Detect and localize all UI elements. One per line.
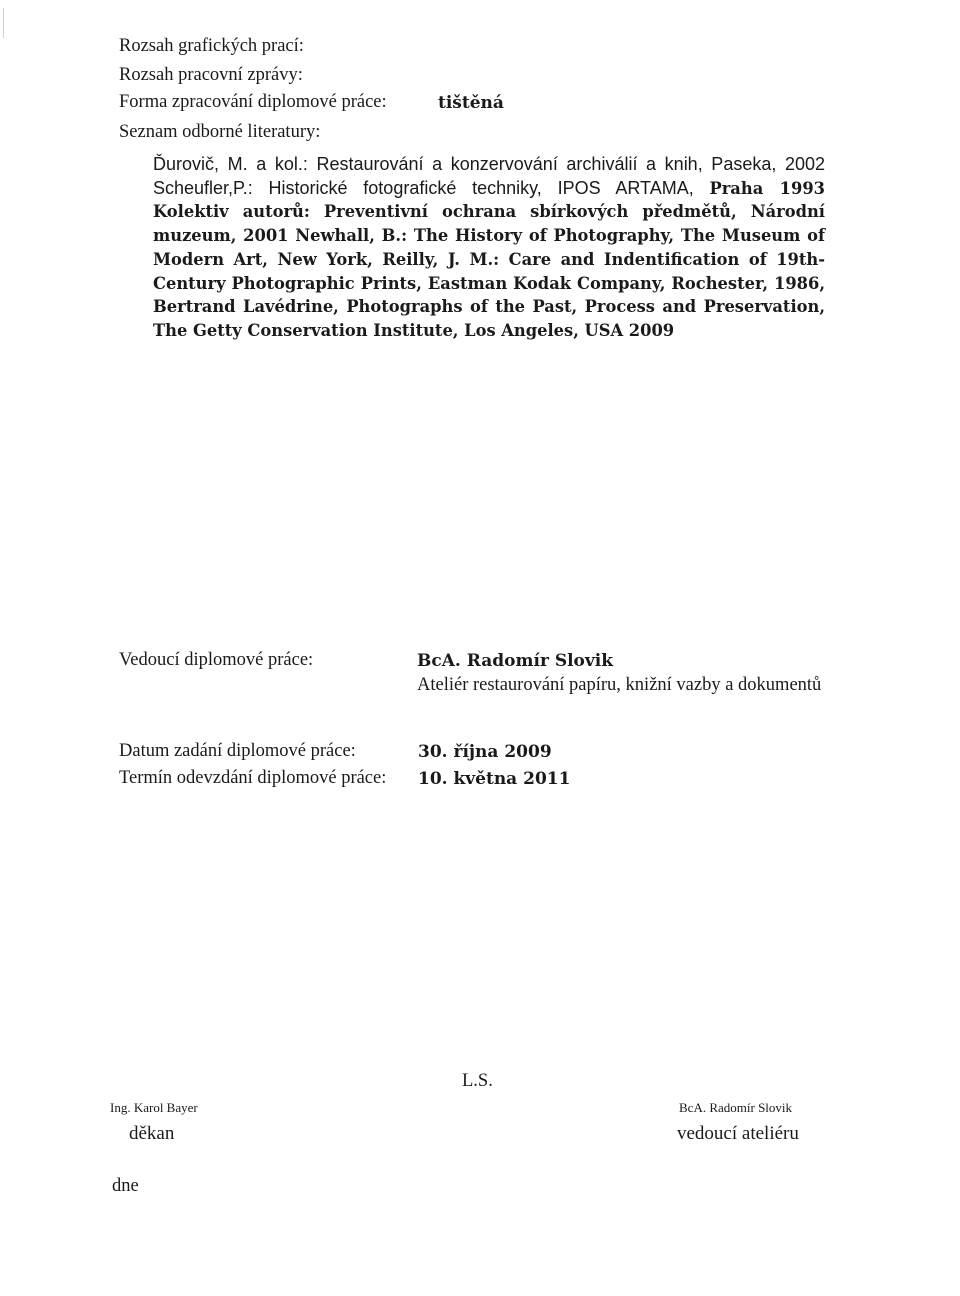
literature-entry: Praha 1993 Kolektiv autorů: Preventivní ochrana sbírkových předmětů, Národní muzeum, 2001 Newhall, B.: The History of Photography, The Museum of Modern Art, New York, Reilly, J. M.: Care and Indentification of 19th-Century Photographic Prints, Eastman Kodak Company, Rochester, 1986, Bertrand Lavédrine, Photographs of the Past, Process and Preservation, The Getty Conservation Institute, Los Angeles, USA 2009 (153, 178, 825, 340)
seal-mark: L.S. (462, 1071, 493, 1091)
assigned-date-value: 30. října 2009 (418, 742, 552, 762)
supervisor-name: BcA. Radomír Slovik (417, 651, 614, 671)
form-value: tištěná (438, 93, 504, 113)
supervisor-department: Ateliér restaurování papíru, knižní vazby a dokumentů (417, 675, 822, 695)
head-name: BcA. Radomír Slovik (679, 1100, 793, 1115)
literature-label: Seznam odborné literatury: (119, 122, 321, 142)
report-scope-label: Rozsah pracovní zprávy: (119, 65, 303, 85)
literature-list (153, 153, 825, 343)
scan-edge-mark (3, 8, 4, 38)
supervisor-label: Vedoucí diplomové práce: (119, 650, 314, 670)
graphics-scope-label: Rozsah grafických prací: (119, 36, 304, 56)
assigned-date-label: Datum zadání diplomové práce: (119, 741, 356, 761)
due-date-label: Termín odevzdání diplomové práce: (119, 768, 387, 788)
dean-role: děkan (129, 1123, 175, 1144)
form-label: Forma zpracování diplomové práce: (119, 92, 387, 112)
literature-entry: Ďurovič, M. a kol.: Restaurování a konzervování archiválií a knih, Paseka, 2002 Scheufler,P.: Historické fotografické techniky, IPOS ARTAMA, (153, 154, 825, 198)
head-role: vedoucí ateliéru (677, 1123, 799, 1144)
dean-name: Ing. Karol Bayer (110, 1100, 198, 1115)
due-date-value: 10. května 2011 (418, 769, 571, 789)
date-field-label: dne (112, 1176, 139, 1196)
